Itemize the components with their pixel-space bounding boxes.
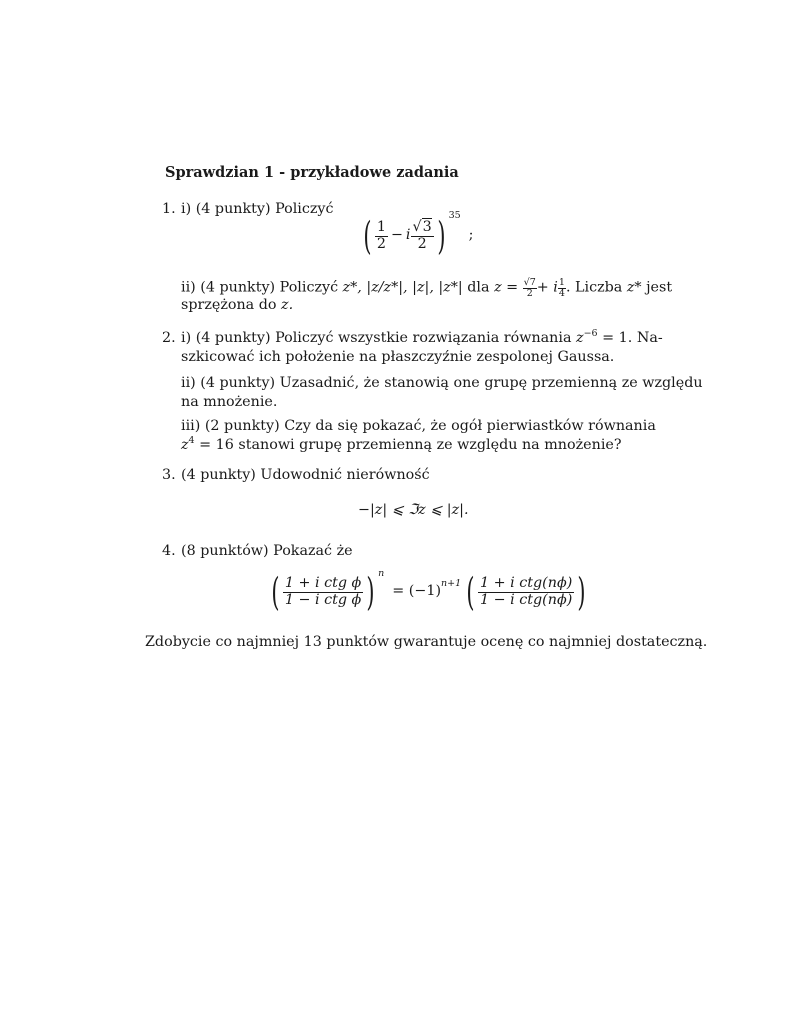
problem-2-part-ii-line1: ii) (4 punkty) Uzasadnić, że stanowią one grupę przemienną ze względu xyxy=(181,375,703,391)
sign-exponent: n+1 xyxy=(441,578,462,590)
lhs-exponent: n xyxy=(378,568,385,580)
exponent-35: 35 xyxy=(448,210,461,222)
problem-3-formula: −|z| ⩽ ℑz ⩽ |z|. xyxy=(358,502,469,518)
problem-1-part-ii-line2: sprzężona do z. xyxy=(181,297,294,313)
document-title: Sprawdzian 1 - przykładowe zadania xyxy=(165,164,459,181)
problem-3-number: 3. xyxy=(162,467,176,483)
problem-1-part-i-text: i) (4 punkty) Policzyć xyxy=(181,201,334,217)
problem-2-part-iii-line2: $z^4 = 16$ stanowi grupę przemienną ze względu na mnożenie? xyxy=(181,435,622,453)
problem-1-number: 1. xyxy=(162,201,176,217)
left-paren: ( xyxy=(363,214,372,258)
problem-2-part-iii-line1: iii) (2 punkty) Czy da się pokazać, że ogół pierwiastków równania xyxy=(181,418,656,434)
problem-4-number: 4. xyxy=(162,543,176,559)
fraction-half: $\frac{1}{2}$ xyxy=(376,218,386,252)
problem-2-number: 2. xyxy=(162,330,176,346)
right-paren: ) xyxy=(437,214,446,258)
lhs-fraction: $\frac{\text{1 + i ctg ϕ}}{\text{1 − i ctg ϕ}}$ xyxy=(284,574,362,608)
problem-4-text: (8 punktów) Pokazać że xyxy=(181,543,353,559)
footer-note: Zdobycie co najmniej 13 punktów gwarantuje ocenę co najmniej dostateczną. xyxy=(145,634,708,650)
fraction-sqrt7-over-2: $\frac{√7}{2}$ xyxy=(523,277,536,299)
fraction-1-over-4: $\frac{1}{4}$ xyxy=(558,277,565,299)
problem-2-part-i-line2: szkicować ich położenie na płaszczyźnie zespolonej Gaussa. xyxy=(181,349,615,365)
problem-2-part-i-line1: i) (4 punkty) Policzyć wszystkie rozwiązania równania $z^{-6} = 1$. Na- xyxy=(181,328,663,346)
problem-4-formula: ( $\frac{\text{1 + i ctg ϕ}}{\text{1 − i ctg ϕ}}$ ) n = (−1) n+1 ( $\frac{\text{1 + i ctg(nϕ)}}{\text{1 − i ctg(nϕ)}}$ ) xyxy=(271,568,586,614)
rhs-fraction: $\frac{\text{1 + i ctg(nϕ)}}{\text{1 − i ctg(nϕ)}}$ xyxy=(479,574,573,608)
problem-3-text: (4 punkty) Udowodnić nierówność xyxy=(181,467,430,483)
problem-1-part-ii-line1: ii) (4 punkty) Policzyć z*, |z/z*|, |z|, |z*| dla z = $\frac{√7}{2}$ + i $\frac{1}{4}$ . Liczba z* jest xyxy=(181,277,673,299)
problem-1-formula: ( $\frac{1}{2}$ − i $\frac{√3}{2}$ ) 35 ; xyxy=(363,210,474,258)
problem-2-part-ii-line2: na mnożenie. xyxy=(181,394,278,410)
fraction-sqrt3-half: $\frac{√3}{2}$ xyxy=(412,218,432,252)
